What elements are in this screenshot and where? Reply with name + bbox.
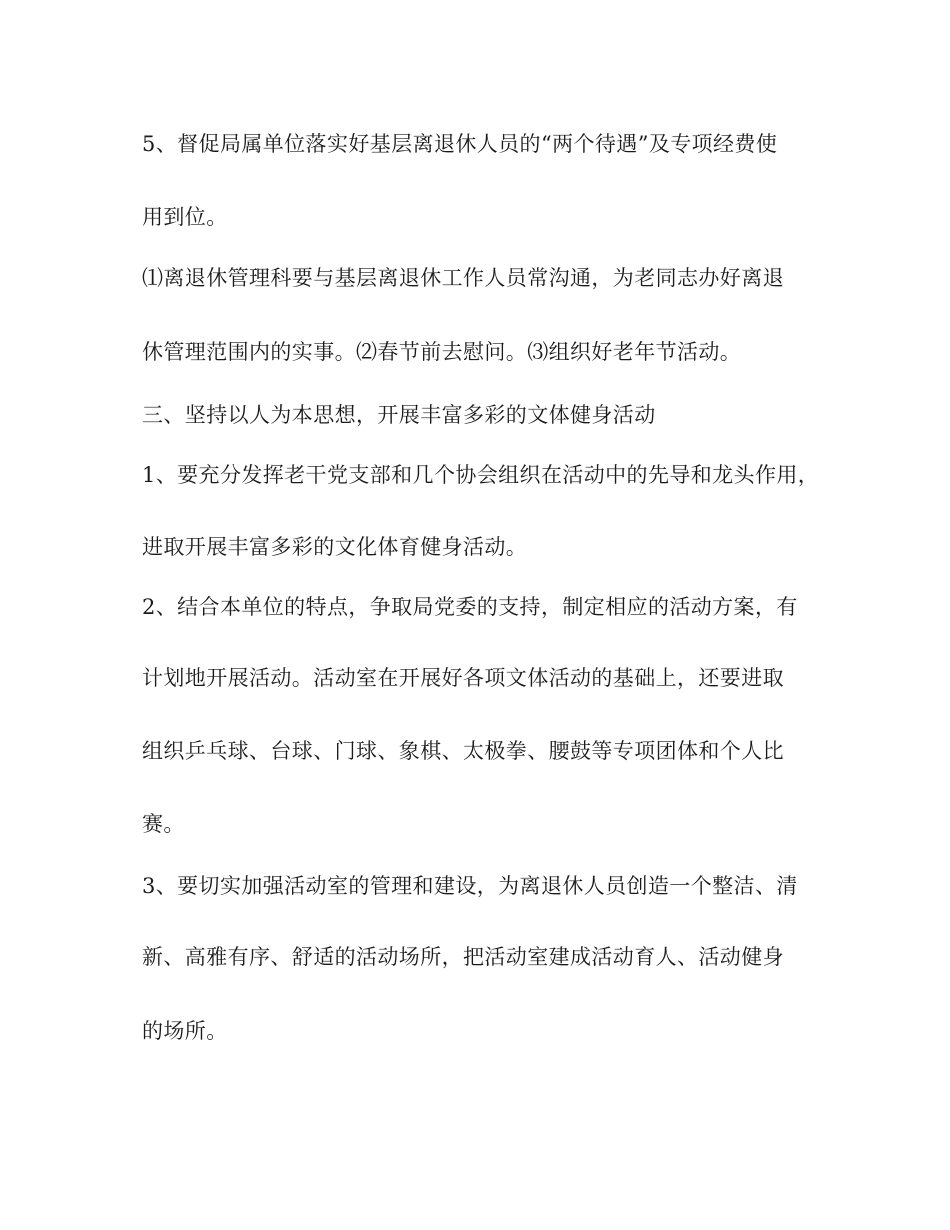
text-line: 休管理范围内的实事。⑵春节前去慰问。⑶组织好老年节活动。 [142,340,742,364]
text-line: 2、结合本单位的特点，争取局党委的支持，制定相应的活动方案，有 [142,595,798,619]
text-line: 1、要充分发挥老干党支部和几个协会组织在活动中的先导和龙头作用， [142,463,820,487]
text-line: 的场所。 [142,1019,228,1043]
text-line: 赛。 [142,812,185,836]
section-heading: 三、坚持以人为本思想，开展丰富多彩的文体健身活动 [142,403,656,427]
text-line: 计划地开展活动。活动室在开展好各项文体活动的基础上，还要进取 [142,666,784,690]
text-line: ⑴离退休管理科要与基层离退休工作人员常沟通，为老同志办好离退 [142,266,784,290]
text-line: 组织乒乓球、台球、门球、象棋、太极拳、腰鼓等专项团体和个人比 [142,739,784,763]
text-line: 进取开展丰富多彩的文化体育健身活动。 [142,535,528,559]
text-line: 用到位。 [142,205,228,229]
text-line: 5、督促局属单位落实好基层离退休人员的“两个待遇”及专项经费使 [142,132,778,156]
text-line: 3、要切实加强活动室的管理和建设，为离退休人员创造一个整洁、清 [142,874,798,898]
text-line: 新、高雅有序、舒适的活动场所，把活动室建成活动育人、活动健身 [142,945,784,969]
